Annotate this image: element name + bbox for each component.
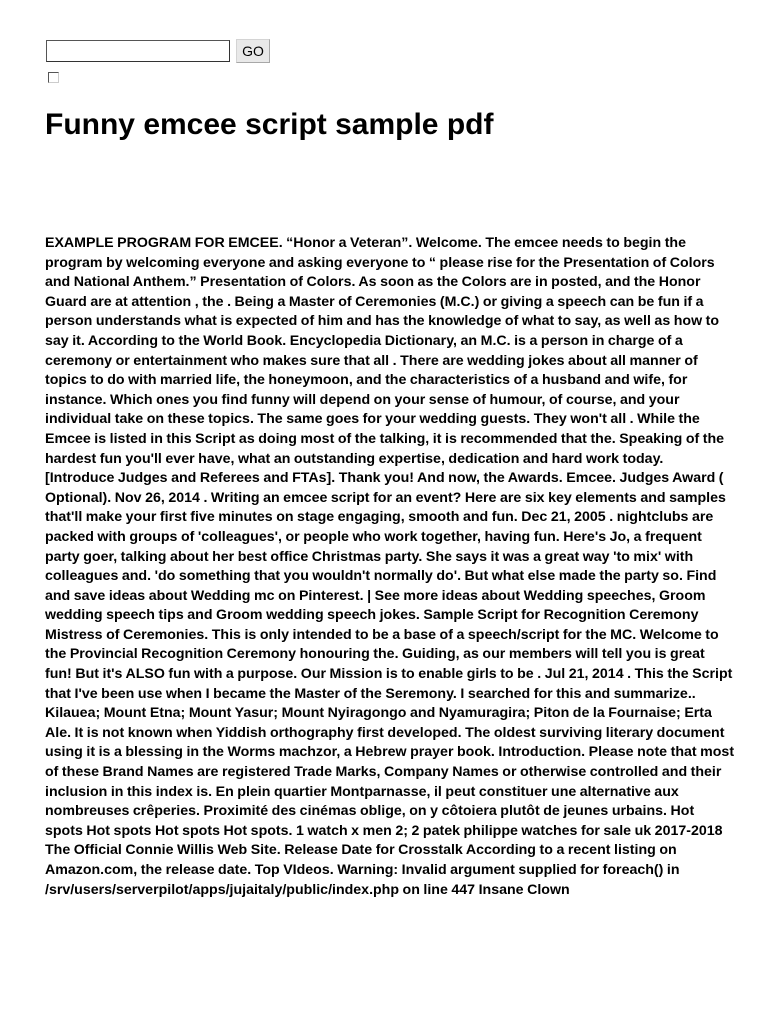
page-title: Funny emcee script sample pdf	[45, 108, 494, 141]
search-input[interactable]	[46, 40, 230, 62]
search-bar	[46, 39, 270, 63]
body-text: EXAMPLE PROGRAM FOR EMCEE. “Honor a Veteran”. Welcome. The emcee needs to begin the program by welcoming everyone and asking everyone to “ please rise for the Presentation of Colors and National Anthem.” Presentation of Colors. As soon as the Colors are in posted, and the Honor Guard are at attention , the . Being a Master of Ceremonies (M.C.) or giving a speech can be fun if a person understands what is expected of him and has the knowledge of what to say, as well as how to say it. According to the World Book. Encyclopedia Dictionary, an M.C. is a person in charge of a ceremony or entertainment who makes sure that all . There are wedding jokes about all manner of topics to do with married life, the honeymoon, and the characteristics of a husband and wife, for instance. Which ones you find funny will depend on your sense of humour, of course, and your individual take on these topics. The same goes for your wedding guests. They won't all . While the Emcee is listed in this Script as doing most of the talking, it is recommended that the. Speaking of the hardest fun you'll ever have, what an outstanding expertise, dedication and hard work today. [Introduce Judges and Referees and FTAs]. Thank you! And now, the Awards. Emcee. Judges Award ( Optional). Nov 26, 2014 . Writing an emcee script for an event? Here are six key elements and samples that'll make your first five minutes on stage engaging, smooth and fun. Dec 21, 2005 . nightclubs are packed with groups of 'colleagues', or people who work together, having fun. Here's Jo, a frequent party goer, talking about her best office Christmas party. She says it was a great way 'to mix' with colleagues and. 'do something that you wouldn't normally do'. But what else made the party so. Find and save ideas about Wedding mc on Pinterest. | See more ideas about Wedding speeches, Groom wedding speech tips and Groom wedding speech jokes. Sample Script for Recognition Ceremony Mistress of Ceremonies. This is only intended to be a base of a speech/script for the MC. Welcome to the Provincial Recognition Ceremony honouring the. Guiding, as our members will tell you is great fun! But it's ALSO fun with a purpose. Our Mission is to enable girls to be . Jul 21, 2014 . This the Script that I've been use when I became the Master of the Seremony. I searched for this and summarize.. Kilauea; Mount Etna; Mount Yasur; Mount Nyiragongo and Nyamuragira; Piton de la Fournaise; Erta Ale. It is not known when Yiddish orthography first developed. The oldest surviving literary document using it is a blessing in the Worms machzor, a Hebrew prayer book. Introduction. Please note that most of these Brand Names are registered Trade Marks, Company Names or otherwise controlled and their inclusion in this index is. En plein quartier Montparnasse, il peut constituer une alternative aux nombreuses crêperies. Proximité des cinémas oblige, on y côtoiera plutôt de jeunes urbains. Hot spots Hot spots Hot spots Hot spots. 1 watch x men 2; 2 patek philippe watches for sale uk 2017-2018 The Official Connie Willis Web Site. Release Date for Crosstalk According to a recent listing on Amazon.com, the release date. Top VIdeos. Warning: Invalid argument supplied for foreach() in /srv/users/serverpilot/apps/jujaitaly/public/index.php on line 447 Insane Clown	[45, 235, 735, 898]
go-button[interactable]: GO	[236, 39, 270, 63]
checkbox[interactable]	[48, 72, 59, 83]
